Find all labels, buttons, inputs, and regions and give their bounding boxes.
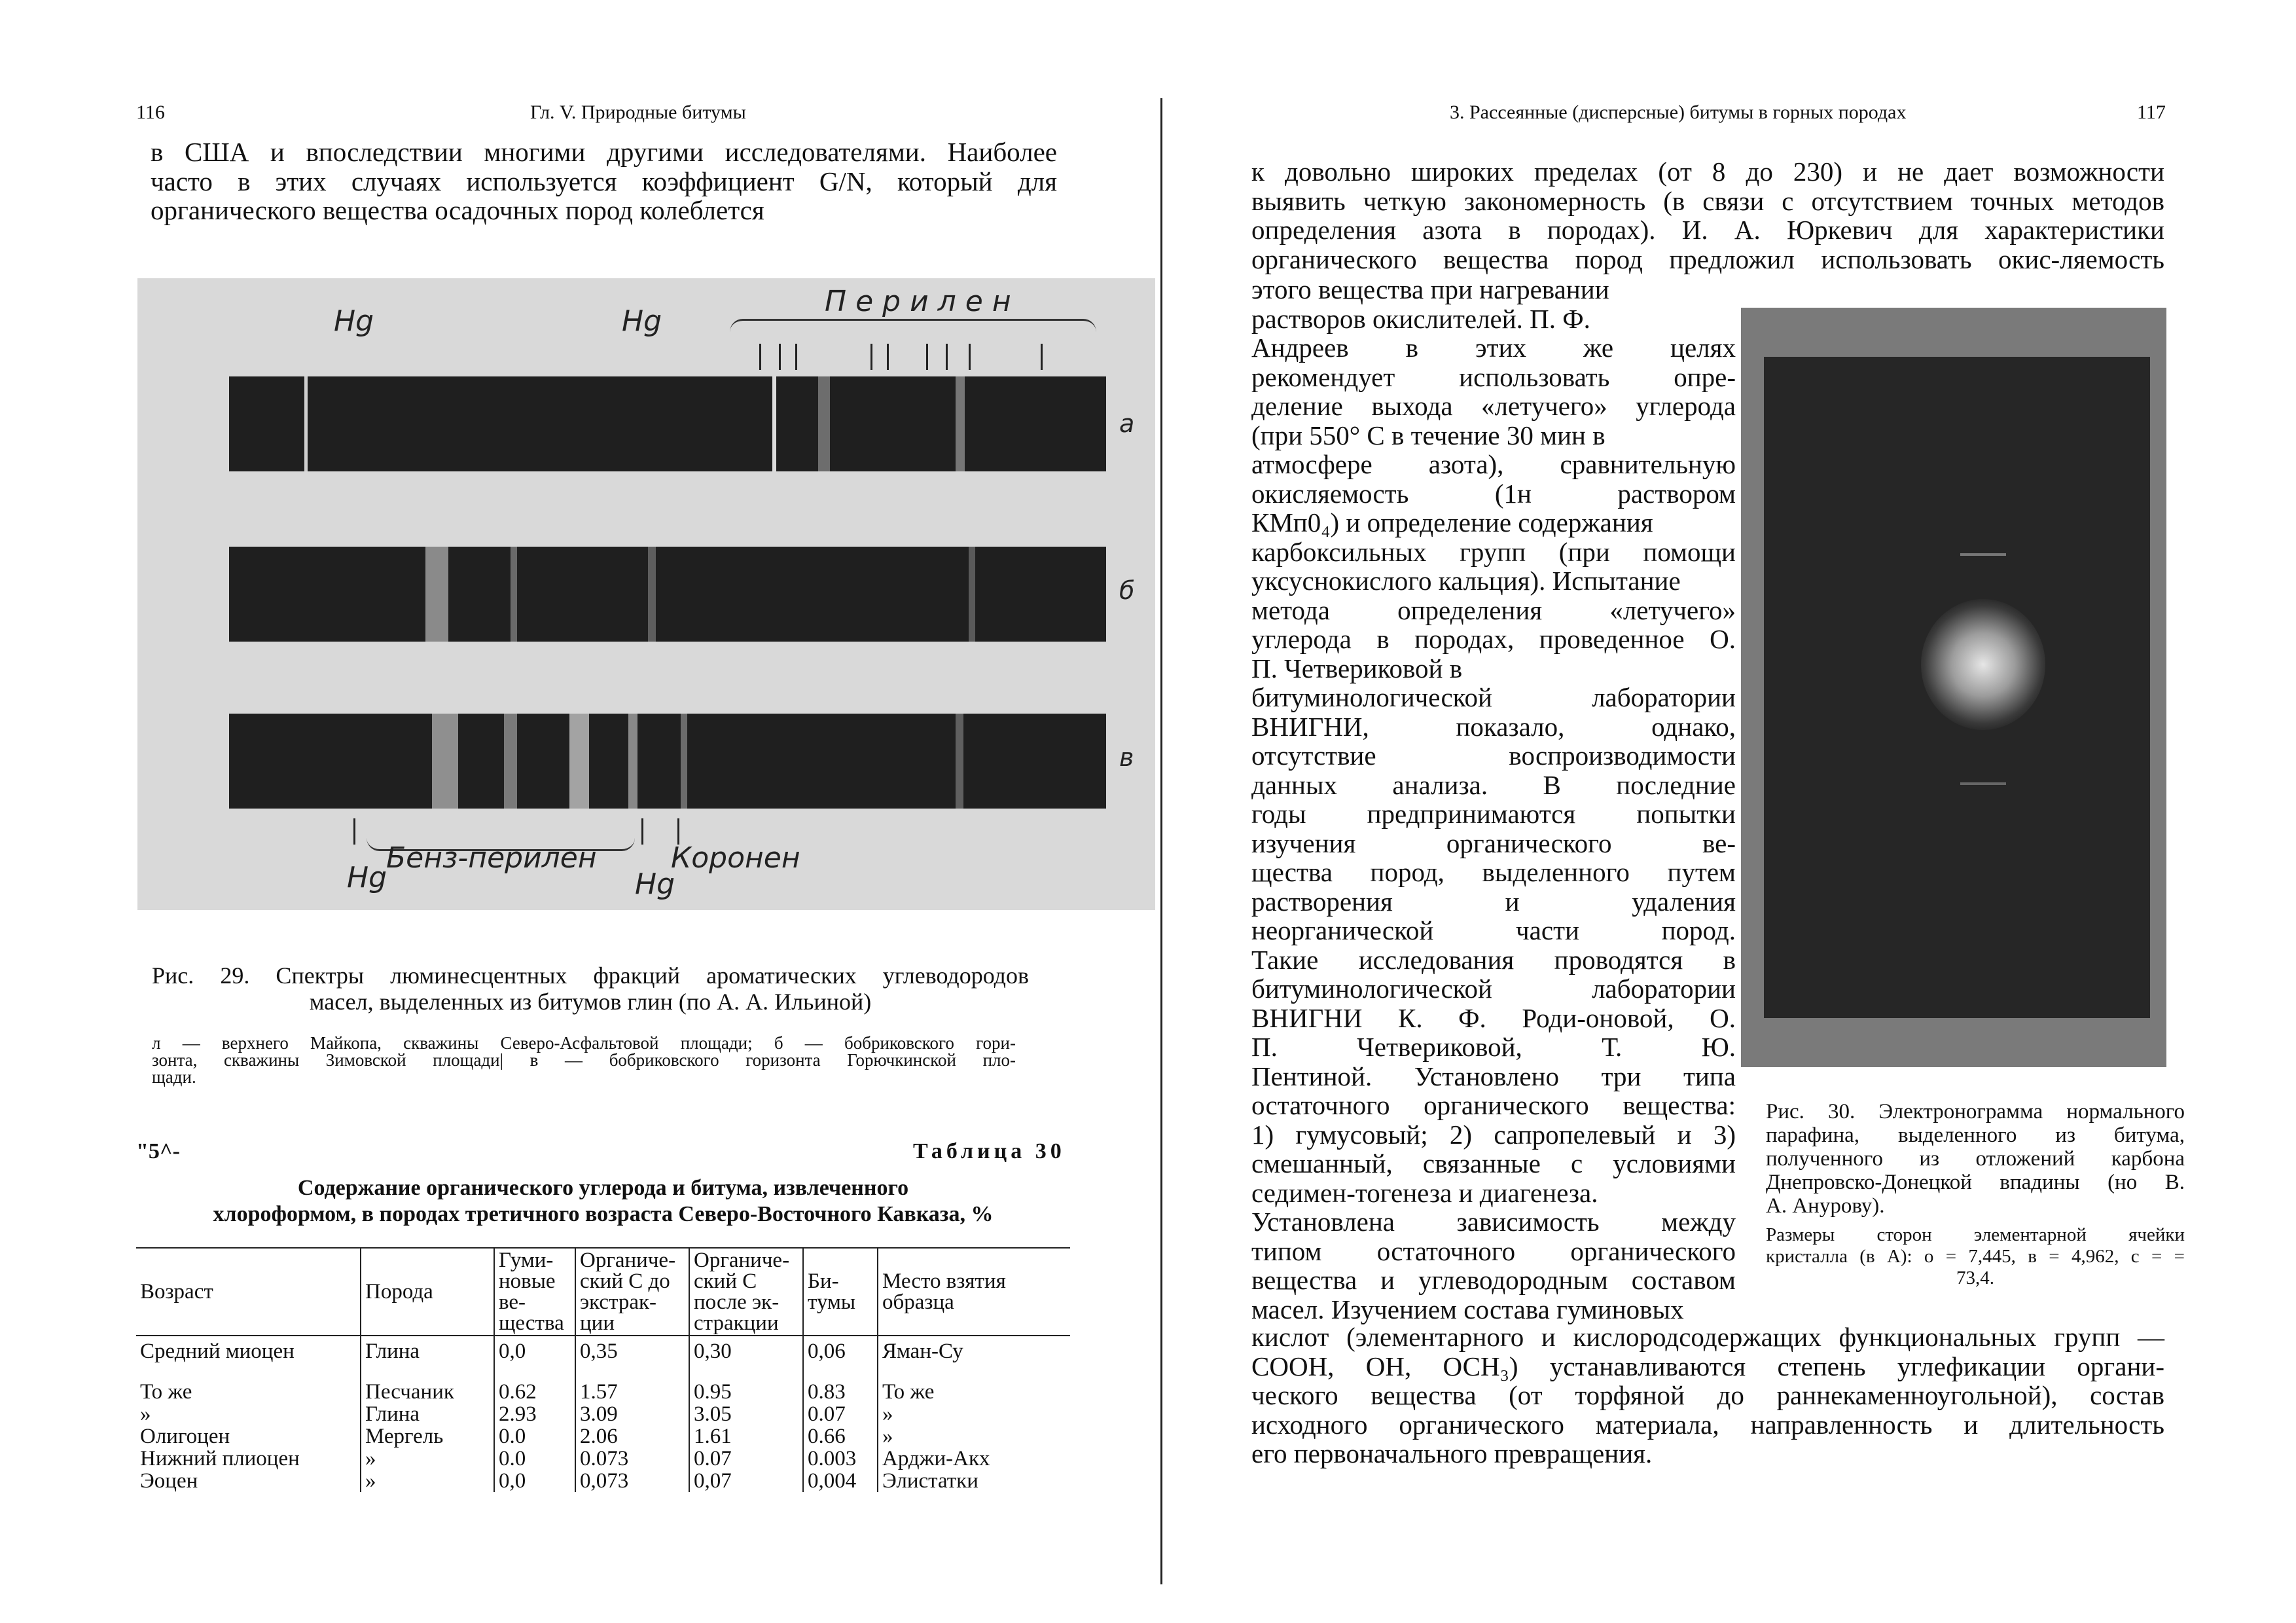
hg-label: Hg (635, 867, 675, 901)
table-cell: » (878, 1403, 1070, 1425)
header-age: Возраст (136, 1248, 361, 1336)
coronene-label: Коронен (671, 841, 800, 875)
table-title (136, 1175, 1070, 1228)
table-cell: 0.66 (803, 1425, 878, 1448)
text-line: ческого вещества (от торфяной до раннекаменноугольной), состав (1251, 1380, 2164, 1410)
table-cell: Элистатки (878, 1470, 1070, 1492)
note-line: 73,4. (1956, 1267, 1994, 1288)
text-line: атмосфере азота), сравнительную (1251, 449, 1736, 479)
text-line: отсутствие воспроизводимости (1251, 740, 1736, 771)
table-cell: То же (140, 1380, 192, 1404)
arrow-icon (969, 344, 971, 370)
band-label: в (1119, 743, 1134, 772)
table-cell: 0.0 (494, 1425, 575, 1448)
text-line: Андреев в этих же целях (1251, 333, 1736, 363)
text-line: его первоначального превращения. (1251, 1438, 1653, 1468)
text-line: окисляемость (1н раствором (1251, 478, 1736, 509)
table-row (136, 1336, 1070, 1362)
text-line: растворов окислителей. П. Ф. (1251, 303, 1590, 334)
arrow-icon (641, 818, 643, 845)
table-cell: Средний миоцен (140, 1340, 295, 1363)
table-row (136, 1362, 1070, 1403)
text-line: Такие исследования проводятся в (1251, 944, 1736, 975)
table-cell: 3.05 (689, 1403, 803, 1425)
table-cell: » (361, 1448, 494, 1470)
note-line: Размеры сторон элементарной ячейки (1766, 1224, 2185, 1245)
electronogram-image (1764, 357, 2150, 1018)
left-top-paragraph (151, 137, 1057, 225)
text-line: годы предпринимаются попытки (1251, 799, 1736, 829)
table-cell: 2.06 (575, 1425, 689, 1448)
text-line: часто в этих случаях используется коэффициент G/N, который для (151, 166, 1057, 196)
table-cell: 0,0 (494, 1336, 575, 1362)
text-line: КМп0₄) и определение содержания (1251, 507, 1653, 538)
table-header-row (136, 1248, 1070, 1336)
header-bitumen: Би- тумы (803, 1248, 878, 1336)
header-rock: Порода (361, 1248, 494, 1336)
table-cell: 1.61 (689, 1425, 803, 1448)
text-line: этого вещества при нагревании (1251, 274, 1609, 304)
text-line: СООН, ОН, ОСН₃) устанавливаются степень углефикации органи- (1251, 1351, 2164, 1381)
table-title-line: Содержание органического углерода и битума, извлеченного (297, 1176, 909, 1200)
spectrum-band-v (229, 714, 1106, 809)
text-line: к довольно широких пределах (от 8 до 230) и не дает возможности (1251, 156, 2164, 187)
text-line: органического вещества осадочных пород колеблется (151, 195, 764, 225)
table-cell: Эоцен (140, 1469, 198, 1493)
note-line: зонта, скважины Зимовской площади| в — бобриковского горизонта Горючкинской пло- (152, 1050, 1016, 1070)
table-cell: 0,06 (803, 1336, 878, 1362)
table-cell: 0.95 (689, 1362, 803, 1403)
running-head-left: Гл. V. Природные битумы (530, 101, 746, 123)
text-line: смешанный, связанные с условиями (1251, 1148, 1736, 1178)
table-row (136, 1448, 1070, 1470)
spectra-figure (137, 278, 1155, 910)
arrow-icon (870, 344, 872, 370)
text-line: типом остаточного органического (1251, 1235, 1736, 1266)
table-cell: Песчаник (361, 1362, 494, 1403)
text-line: выявить четкую закономерность (в связи с отсутствием точных методов (1251, 185, 2164, 216)
hg-label: Hg (622, 304, 662, 338)
header-place: Место взятия образца (878, 1248, 1070, 1336)
text-line: масел. Изучением состава гуминовых (1251, 1294, 1684, 1324)
arrow-icon (353, 818, 355, 845)
text-line: остаточного органического вещества: (1251, 1090, 1736, 1120)
table-cell: 2.93 (494, 1403, 575, 1425)
page-divider (1160, 98, 1162, 1584)
table-cell: 0,30 (689, 1336, 803, 1362)
text-line: исходного органического материала, направленность и длительность (1251, 1409, 2164, 1440)
running-head-right: 3. Рассеянные (дисперсные) битумы в горных породах (1450, 101, 1907, 123)
note-line: кристалла (в А): о = 7,445, в = 4,962, с = = (1766, 1246, 2185, 1267)
benzperylene-label: Бенз-перилен (386, 841, 597, 875)
right-column-text (1251, 275, 1736, 1324)
text-line: карбоксильных групп (при помощи (1251, 536, 1736, 567)
text-line: деление выхода «летучего» углерода (1251, 391, 1736, 421)
table-number: Таблица 30 (913, 1139, 1066, 1163)
perylene-brace (730, 319, 1096, 335)
text-line: неорганической части пород. (1251, 915, 1736, 945)
hg-label: Hg (334, 304, 374, 338)
text-line: метода определения «летучего» (1251, 594, 1736, 625)
table-cell: 0.83 (803, 1362, 878, 1403)
table-cell: 1.57 (575, 1362, 689, 1403)
caption-line: масел, выделенных из битумов глин (по А. А. Ильиной) (309, 989, 872, 1015)
arrow-icon (779, 344, 781, 370)
note-line: л — верхнего Майкопа, скважины Северо-Асфальтовой площади; б — бобриковского гори- (152, 1033, 1016, 1053)
right-top-paragraph (1251, 157, 2164, 274)
text-line: вещества и углеводородным составом (1251, 1265, 1736, 1295)
arrow-icon (1041, 344, 1043, 370)
hg-label: Hg (347, 861, 387, 894)
table-cell: 3.09 (575, 1403, 689, 1425)
header-humic: Гуми- новые ве- щества (494, 1248, 575, 1336)
right-bottom-paragraph (1251, 1322, 2164, 1468)
text-line: растворения и удаления (1251, 886, 1736, 917)
text-line: изучения органического ве- (1251, 828, 1736, 858)
table-cell: Мергель (361, 1425, 494, 1448)
note-line: щади. (152, 1067, 196, 1087)
table-cell: 0,35 (575, 1336, 689, 1362)
text-line: в США и впоследствии многими другими исследователями. Наиболее (151, 137, 1057, 167)
band-label: б (1119, 576, 1135, 605)
page-number-right: 117 (2137, 101, 2166, 123)
arrow-icon (946, 344, 948, 370)
table-cell: Глина (361, 1403, 494, 1425)
table-cell: 0.07 (689, 1448, 803, 1470)
table-cell: Арджи-Акх (878, 1448, 1070, 1470)
arrow-icon (795, 344, 797, 370)
table-cell: Глина (361, 1336, 494, 1362)
perylene-label: Перилен (825, 285, 1020, 318)
table-cell: 0,07 (689, 1470, 803, 1492)
table-cell: То же (878, 1362, 1070, 1403)
arrow-icon (926, 344, 928, 370)
caption-line: А. Анурову). (1766, 1194, 1885, 1218)
table-cell: 0.003 (803, 1448, 878, 1470)
table-cell: 0.07 (803, 1403, 878, 1425)
figure-30-note (1766, 1224, 2185, 1289)
table-cell: 0,004 (803, 1470, 878, 1492)
figure-30-caption (1766, 1100, 2185, 1218)
text-line: ВНИГНИ, показало, однако, (1251, 711, 1736, 742)
table-cell: » (361, 1470, 494, 1492)
table-cell: » (140, 1402, 151, 1426)
table-cell: 0.0 (494, 1448, 575, 1470)
caption-line: парафина, выделенного из битума, (1766, 1123, 2185, 1147)
text-line: данных анализа. В последние (1251, 769, 1736, 800)
text-line: рекомендует использовать опре- (1251, 361, 1736, 392)
text-line: уксуснокислого кальция). Испытание (1251, 566, 1681, 596)
table-cell: 0,073 (575, 1470, 689, 1492)
caption-line: Рис. 29. Спектры люминесцентных фракций ароматических углеводородов (152, 962, 1029, 989)
arrow-icon (677, 818, 679, 845)
table-cell: 0,0 (494, 1470, 575, 1492)
text-line: битуминологической лаборатории (1251, 974, 1736, 1004)
table-cell: Яман-Су (878, 1336, 1070, 1362)
figure-29-caption (152, 962, 1029, 1015)
table-row (136, 1470, 1070, 1492)
spectrum-band-a (229, 376, 1106, 471)
table-cell: Олигоцен (140, 1425, 230, 1448)
data-table (136, 1247, 1070, 1492)
text-line: кислот (элементарного и кислородсодержащих функциональных групп — (1251, 1322, 2164, 1352)
table-row (136, 1425, 1070, 1448)
table-mark: "5^- (136, 1139, 180, 1163)
header-corg-before: Органиче- ский С до экстрак- ции (575, 1248, 689, 1336)
caption-line: Днепровско-Донецкой впадины (но В. (1766, 1171, 2185, 1194)
text-line: П. Четвериковой в (1251, 653, 1463, 684)
text-line: битуминологической лаборатории (1251, 682, 1736, 712)
text-line: П. Четвериковой, Т. Ю. (1251, 1032, 1736, 1062)
page-number-left: 116 (136, 101, 165, 123)
header-corg-after: Органиче- ский С после эк- стракции (689, 1248, 803, 1336)
table-row (136, 1403, 1070, 1425)
text-line: Пентиной. Установлено три типа (1251, 1061, 1736, 1091)
arrow-icon (887, 344, 889, 370)
text-line: 1) гумусовый; 2) сапропелевый и 3) (1251, 1119, 1736, 1150)
arrow-icon (759, 344, 761, 370)
text-line: ВНИГНИ К. Ф. Роди-оновой, О. (1251, 1002, 1736, 1033)
text-line: углерода в породах, проведенное О. (1251, 624, 1736, 654)
text-line: Установлена зависимость между (1251, 1207, 1736, 1237)
text-line: щества пород, выделенного путем (1251, 857, 1736, 887)
band-label: а (1119, 409, 1135, 438)
text-line: органического вещества пород предложил использовать окис-ляемость (1251, 244, 2164, 274)
spectrum-band-b (229, 547, 1106, 642)
table-cell: » (878, 1425, 1070, 1448)
diffraction-spot (1921, 599, 2045, 730)
text-line: определения азота в породах). И. А. Юркевич для характеристики (1251, 215, 2164, 245)
figure-29-note (152, 1034, 1016, 1085)
table-cell: Нижний плиоцен (140, 1447, 300, 1470)
text-line: седимен-тогенеза и диагенеза. (1251, 1177, 1598, 1208)
table-cell: 0.073 (575, 1448, 689, 1470)
table-title-line: хлороформом, в породах третичного возраста Северо-Восточного Кавказа, % (213, 1202, 994, 1226)
text-line: (при 550° С в течение 30 мин в (1251, 420, 1605, 450)
caption-line: полученного из отложений карбона (1766, 1147, 2185, 1171)
caption-line: Рис. 30. Электронограмма нормального (1766, 1100, 2185, 1123)
electronogram-figure (1741, 308, 2166, 1067)
table-cell: 0.62 (494, 1362, 575, 1403)
